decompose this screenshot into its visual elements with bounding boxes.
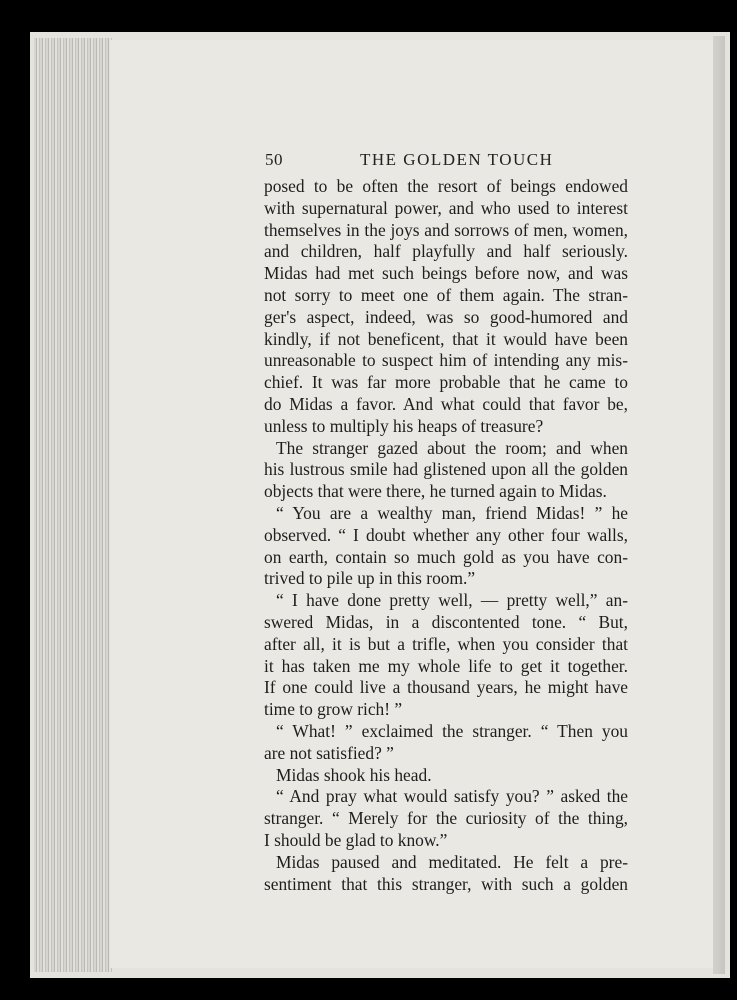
page-edges xyxy=(34,38,112,972)
text-line: sentiment that this stranger, with such a golden xyxy=(264,873,628,894)
page-header xyxy=(265,150,627,174)
text-line: “ I have done pretty well, — pretty well,” an- xyxy=(276,590,628,611)
text-line: objects that were there, he turned again to Midas. xyxy=(264,481,607,502)
text-line: “ You are a wealthy man, friend Midas! ” he xyxy=(276,502,628,523)
text-line: do Midas a favor. And what could that favor be, xyxy=(264,393,628,414)
text-line: “ What! ” exclaimed the stranger. “ Then you xyxy=(276,720,628,741)
text-line: unless to multiply his heaps of treasure? xyxy=(264,415,544,436)
text-line: If one could live a thousand years, he might have xyxy=(264,677,628,698)
text-line: on earth, contain so much gold as you have con- xyxy=(264,546,628,567)
text-line: observed. “ I doubt whether any other four walls, xyxy=(264,524,628,545)
text-line: I should be glad to know.” xyxy=(264,829,448,850)
running-title: THE GOLDEN TOUCH xyxy=(360,150,554,169)
text-line: swered Midas, in a discontented tone. “ But, xyxy=(264,611,628,632)
body-text xyxy=(264,176,628,895)
text-line: stranger. “ Merely for the curiosity of the thing, xyxy=(264,808,628,829)
text-line: are not satisfied? ” xyxy=(264,742,394,763)
text-line: themselves in the joys and sorrows of men, women, xyxy=(264,219,628,240)
text-line: “ And pray what would satisfy you? ” asked the xyxy=(276,786,628,807)
page-number: 50 xyxy=(265,150,283,169)
text-line: time to grow rich! ” xyxy=(264,699,403,720)
text-line: his lustrous smile had glistened upon all the golden xyxy=(264,459,628,480)
text-line: The stranger gazed about the room; and when xyxy=(276,437,628,458)
text-line: posed to be often the resort of beings endowed xyxy=(264,176,628,196)
text-line: and children, half playfully and half seriously. xyxy=(264,241,628,262)
text-line: Midas paused and meditated. He felt a pre- xyxy=(276,851,628,872)
text-line: not sorry to meet one of them again. The stran- xyxy=(264,284,628,305)
text-line: trived to pile up in this room.” xyxy=(264,568,476,589)
text-line: Midas had met such beings before now, and was xyxy=(264,263,628,284)
text-line: chief. It was far more probable that he came to xyxy=(264,372,628,393)
text-line: ger's aspect, indeed, was so good-humored and xyxy=(264,306,628,327)
text-line: it has taken me my whole life to get it together. xyxy=(264,655,628,676)
text-line: with supernatural power, and who used to interest xyxy=(264,197,628,218)
text-line: kindly, if not beneficent, that it would have been xyxy=(264,328,628,349)
text-line: Midas shook his head. xyxy=(276,764,432,785)
right-page-margin xyxy=(713,36,725,974)
text-line: unreasonable to suspect him of intending any mis- xyxy=(264,350,628,371)
text-line: after all, it is but a trifle, when you consider that xyxy=(264,633,628,654)
